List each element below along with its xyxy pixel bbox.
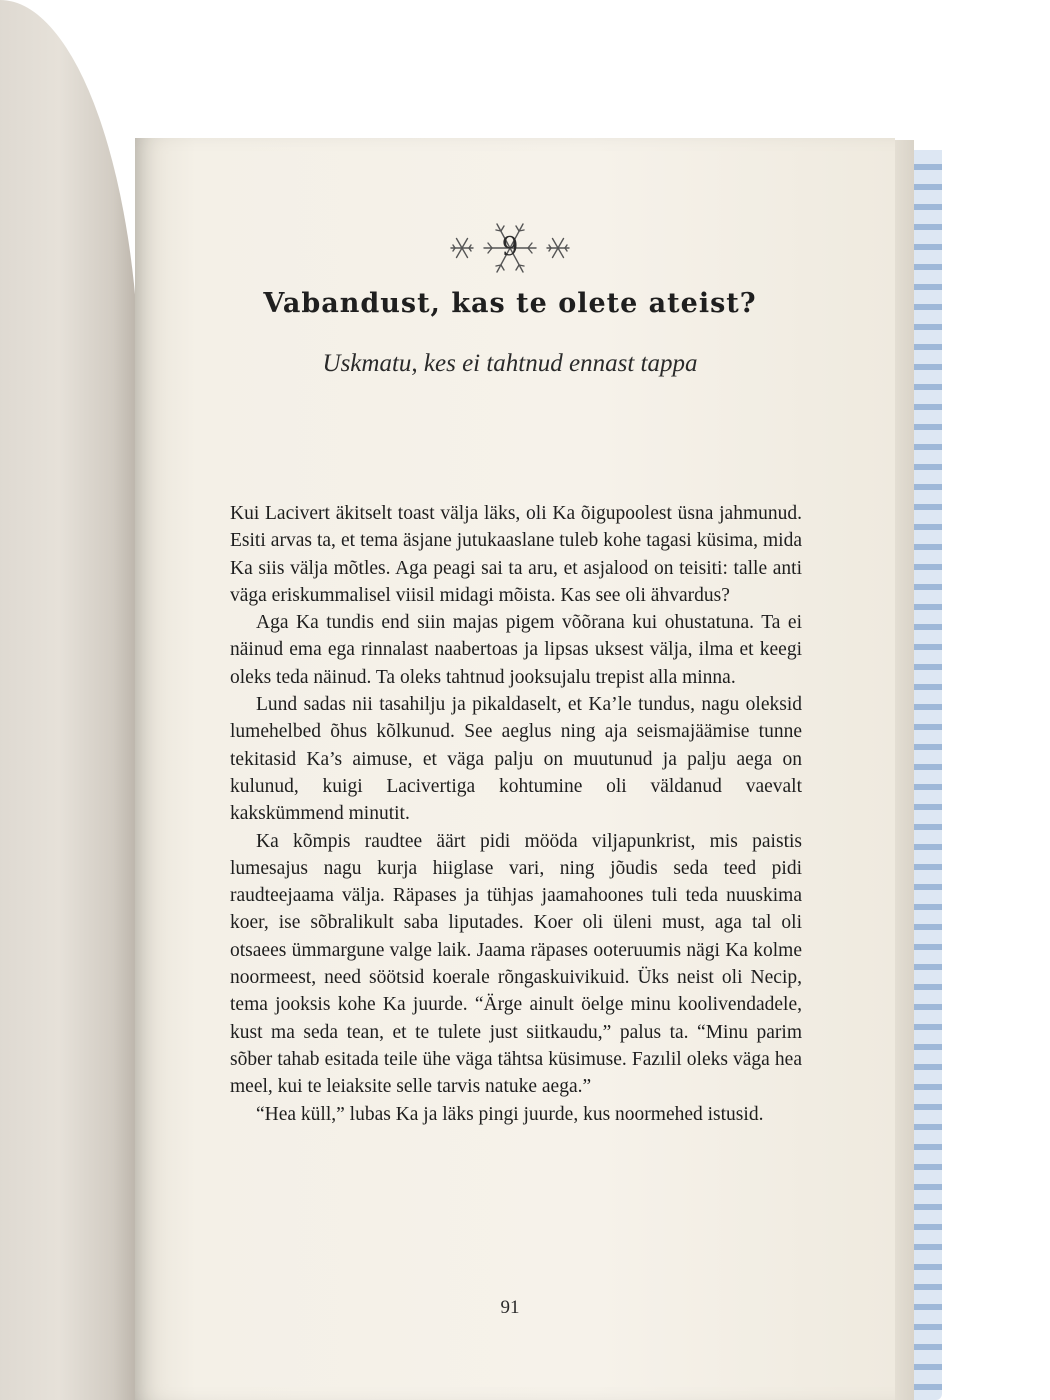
paragraph: Kui Lacivert äkitselt toast välja läks, oli Ka õigupoolest üsna jahmunud. Esiti arvas ta, et tema äsjane jutukaaslane tuleb kohe tagasi küsima, mida Ka siis välja mõtles. Aga peagi sai ta aru, et asjalood on teisiti: talle anti väga eriskummalisel viisil midagi mõista. Kas see oli ähvardus?: [230, 503, 802, 606]
paragraph: Aga Ka tundis end siin majas pigem võõrana kui ohustatuna. Ta ei näinud ema ega rinnalast naabertoas ja lipsas uksest välja, ilma et keegi oleks teda näinud. Ta oleks tahtnud jooksujalu trepist alla minna.: [230, 612, 802, 688]
paragraph: Ka kõmpis raudtee äärt pidi mööda viljapunkrist, mis paistis lumesajus nagu kurja hiiglase vari, ning jõudis seda teed pidi raudteejaama välja. Räpases ja tühjas jaamahoones tuli teda nuuskima koer, ise sõbralikult saba liputades. Koer oli üleni must, aga tal oli otsaees ümmargune valge laik. Jaama räpases ooteruumis nägi Ka kolme noormeest, need söötsid koerale rõngaskuivikuid. Üks neist oli Necip, tema jooksis kohe Ka juurde. “Ärge ainult öelge minu koolivendadele, kust ma seda tean, et te tulete just siitkaudu,” palus ta. “Minu parim sõber tahab esitada teile ühe väga tähtsa küsimuse. Fazılil oleks väga hea meel, kui te leiaksite selle tarvis natuke aega.”: [230, 830, 802, 1098]
chapter-subtitle: Uskmatu, kes ei tahtnud ennast tappa: [322, 350, 698, 377]
chapter-body: [230, 500, 802, 1128]
paragraph: “Hea küll,” lubas Ka ja läks pingi juurde, kus noormehed istusid.: [256, 1103, 764, 1125]
left-page: [0, 0, 140, 1400]
paragraph: Lund sadas nii tasahilju ja pikaldaselt, et Ka’le tundus, nagu oleksid lumehelbed õhus kõlkunud. See aeglus ning aja seismajäämise tunne tekitasid Ka’s aimuse, et väga palju on muutunud ja palju aega on kulunud, kuigi Lacivertiga kohtumine oli väldanud vaevalt kakskümmend minutit.: [230, 694, 802, 825]
chapter-title: Vabandust, kas te olete ateist?: [263, 288, 757, 319]
chapter-number: 9: [501, 232, 519, 262]
page-number: 91: [500, 1297, 520, 1318]
